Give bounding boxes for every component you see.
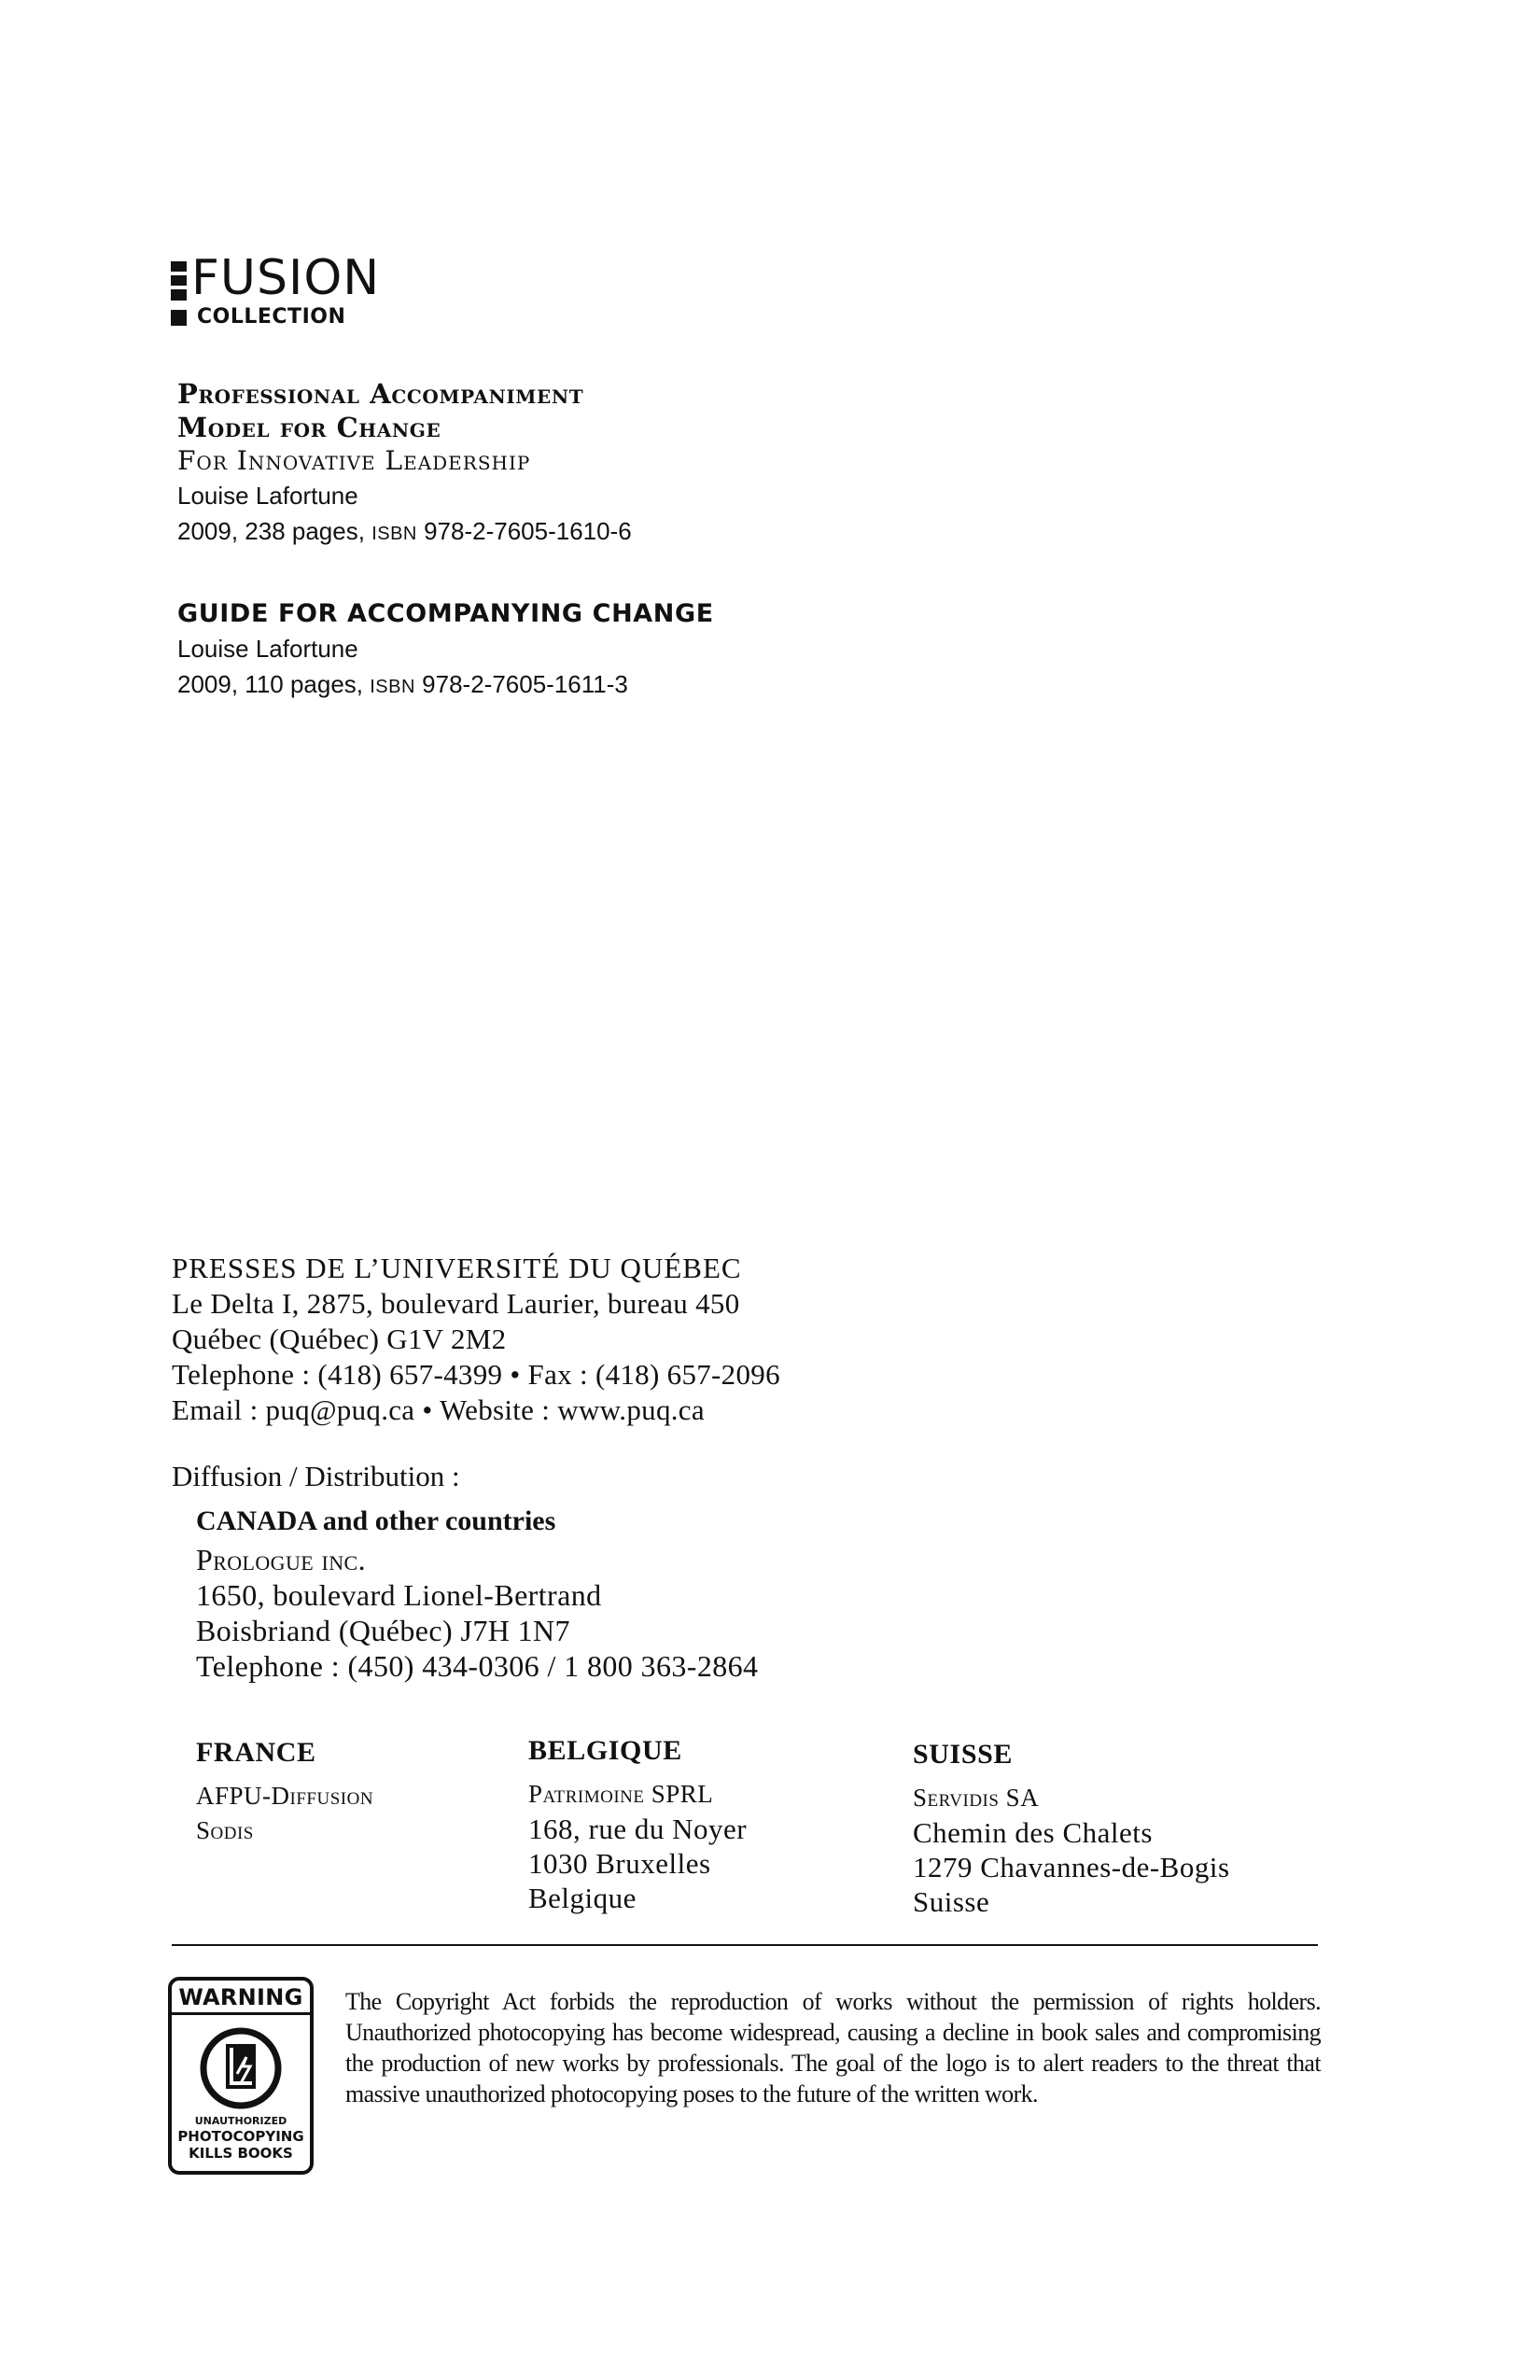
publisher-phone-fax: Telephone : (418) 657-4399 • Fax : (418) 657-2096: [172, 1358, 780, 1391]
fusion-collection-logo: [171, 250, 413, 329]
book-title-line-1: Professional Accompaniment: [177, 378, 584, 410]
distributor-address-1: 168, rue du Noyer: [528, 1813, 748, 1845]
book-meta: [177, 513, 1017, 552]
isbn-label: ISBN: [370, 677, 415, 697]
distributor-address-2: 1030 Bruxelles: [528, 1847, 711, 1880]
isbn-number: 978-2-7605-1610-6: [416, 517, 632, 545]
warning-badge-title: WARNING: [178, 1984, 303, 2010]
book-author: Louise Lafortune: [177, 635, 358, 663]
distributor-belgique: [528, 1734, 902, 1915]
distributor-address-2: 1279 Chavannes-de-Bogis: [913, 1851, 1230, 1883]
book-meta-prefix: 2009, 238 pages,: [177, 517, 372, 545]
publisher-name: PRESSES DE L’UNIVERSITÉ DU QUÉBEC: [172, 1252, 742, 1284]
distributor-suisse: [913, 1738, 1286, 1919]
region-heading: CANADA and other countries: [196, 1505, 556, 1536]
distribution-label: Diffusion / Distribution :: [172, 1460, 460, 1492]
logo-square-icon: [171, 310, 187, 326]
book-meta: [177, 666, 1017, 705]
logo-bars-icon: [171, 261, 187, 301]
logo-wordmark: FUSION: [191, 250, 381, 306]
book-author: Louise Lafortune: [177, 482, 358, 510]
logo-collection-label: COLLECTION: [197, 305, 346, 329]
distributor-company: Patrimoine SPRL: [528, 1780, 714, 1808]
distributor-address-1: Chemin des Chalets: [913, 1816, 1153, 1849]
distributor-france: [196, 1736, 569, 1848]
book-title-line-2: Model for Change: [177, 412, 441, 443]
distributor-company: AFPU-Diffusion: [196, 1782, 374, 1810]
distributor-country: Suisse: [913, 1885, 990, 1918]
warning-badge-separator: [172, 2012, 310, 2015]
distributor-address-2: Boisbriand (Québec) J7H 1N7: [196, 1614, 570, 1647]
distributor-company: Servidis SA: [913, 1784, 1040, 1812]
book-meta-prefix: 2009, 110 pages,: [177, 670, 371, 698]
distributor-company: Prologue inc.: [196, 1543, 366, 1576]
publisher-email-web: Email : puq@puq.ca • Website : www.puq.ca: [172, 1393, 705, 1426]
no-photocopy-icon: [198, 2025, 284, 2111]
publisher-block: [172, 1251, 1292, 1428]
distributor-company-2: Sodis: [196, 1816, 254, 1844]
distribution-label-block: [172, 1459, 1292, 1494]
warning-badge: [168, 1977, 314, 2175]
copyright-warning-text: The Copyright Act forbids the reproduction of works without the permission of rights holders. Unauthorized photocopying has become widespread, causing a decline in book sales and compromising the production of new works by professionals. The goal of the logo is to alert readers to the threat that massive unauthorized photocopying poses to the future of the written work.: [345, 1988, 1321, 2107]
book-title: GUIDE FOR ACCOMPANYING CHANGE: [177, 599, 714, 628]
region-heading: SUISSE: [913, 1739, 1014, 1770]
distributor-canada: [196, 1505, 1316, 1684]
publisher-address-1: Le Delta I, 2875, boulevard Laurier, bureau 450: [172, 1287, 740, 1320]
distributor-address-1: 1650, boulevard Lionel-Bertrand: [196, 1578, 602, 1612]
divider-rule: [172, 1944, 1318, 1946]
distributor-country: Belgique: [528, 1882, 637, 1914]
warning-badge-line-1: UNAUTHORIZED: [194, 2115, 287, 2127]
book-subtitle: For Innovative Leadership: [177, 445, 531, 476]
warning-badge-line-2: PHOTOCOPYING: [177, 2128, 304, 2145]
region-heading: FRANCE: [196, 1737, 316, 1768]
warning-badge-line-3: KILLS BOOKS: [189, 2145, 293, 2162]
book-entry-1: [177, 377, 1017, 552]
distributor-phone: Telephone : (450) 434-0306 / 1 800 363-2864: [196, 1649, 759, 1683]
isbn-label: ISBN: [371, 524, 417, 544]
book-entry-2: [177, 597, 1017, 705]
isbn-number: 978-2-7605-1611-3: [414, 670, 628, 698]
publisher-address-2: Québec (Québec) G1V 2M2: [172, 1323, 507, 1355]
region-heading: BELGIQUE: [528, 1735, 682, 1766]
